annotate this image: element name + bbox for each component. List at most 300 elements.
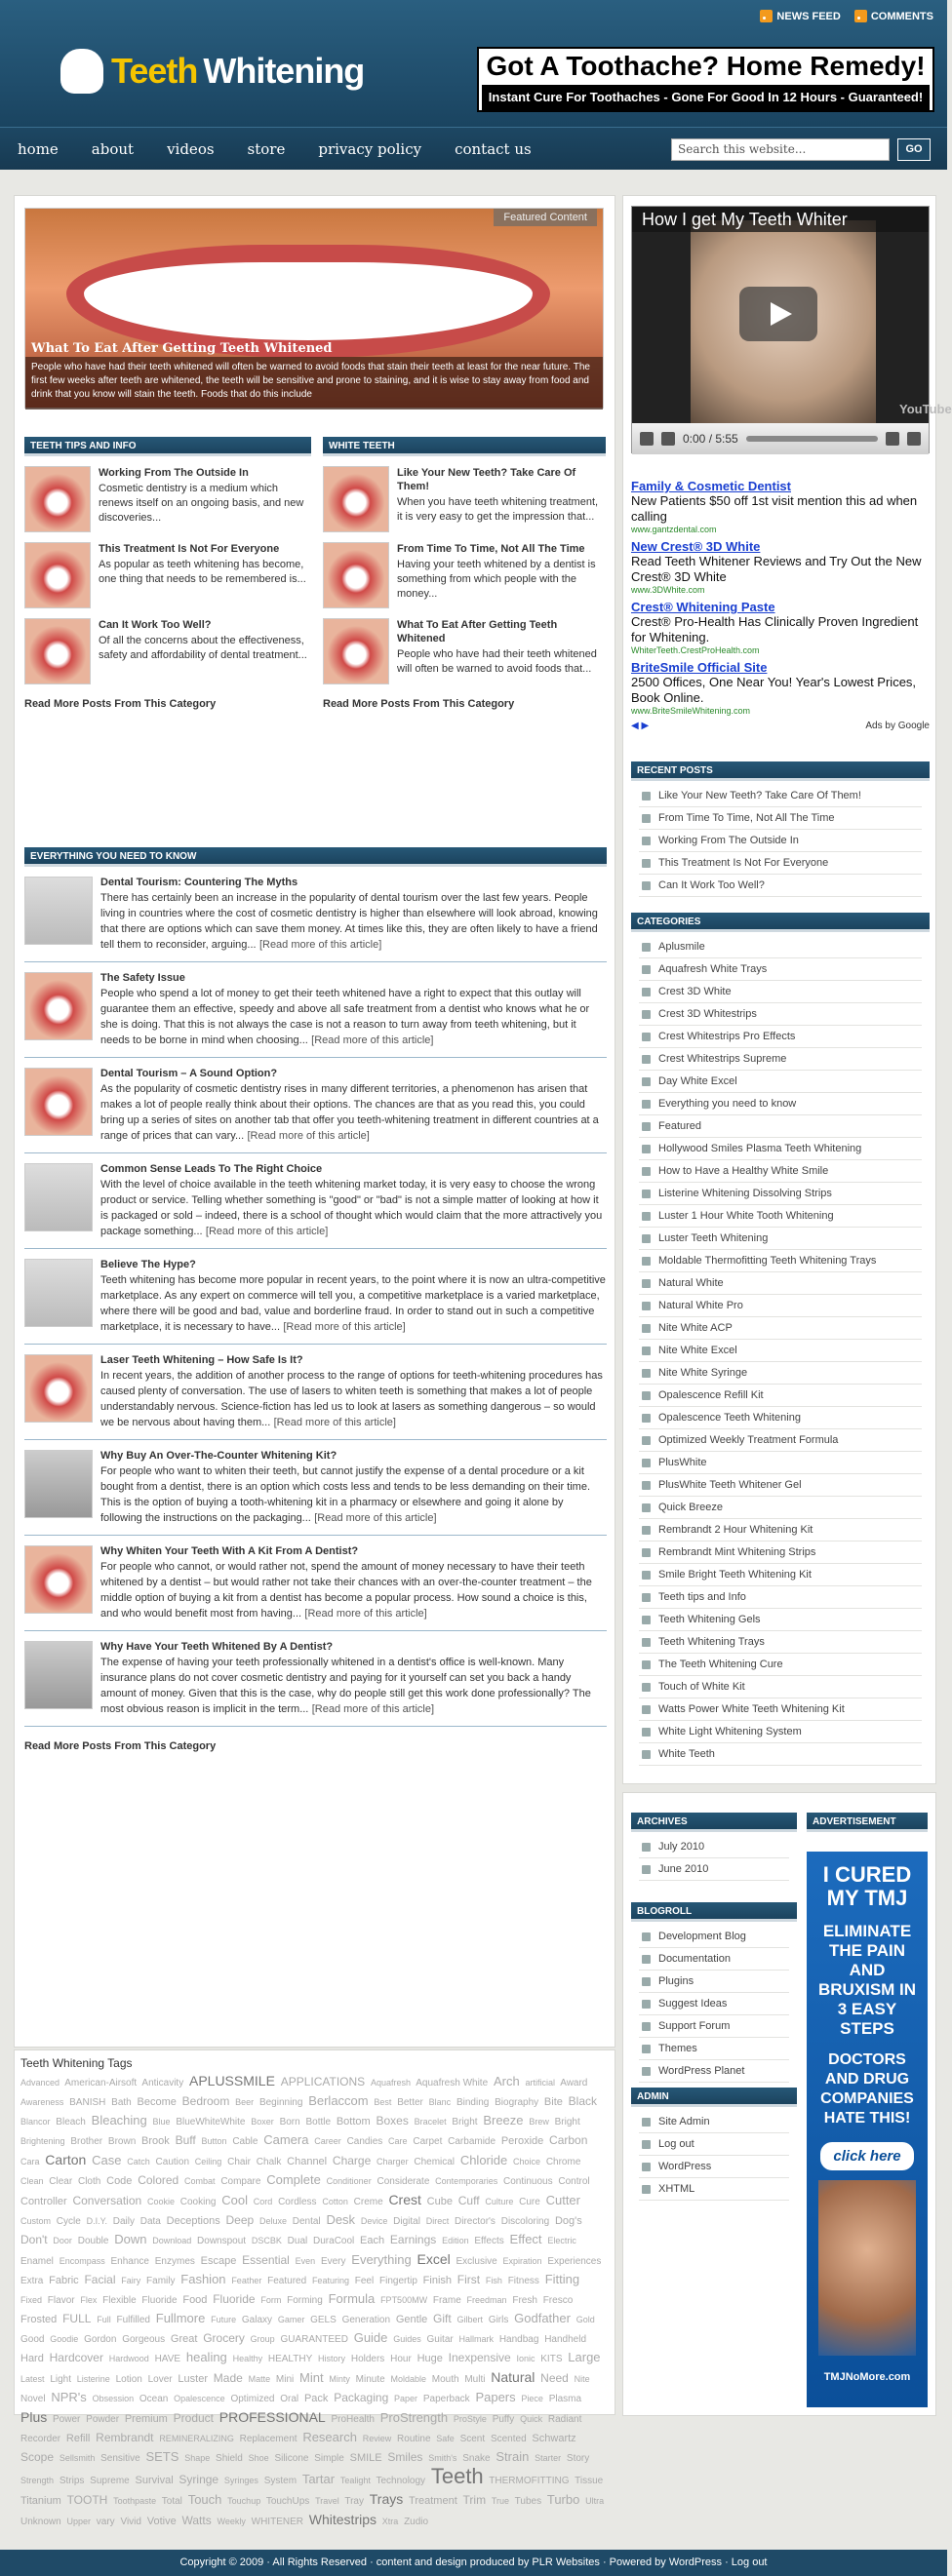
tag-link[interactable]: Data (139, 2216, 161, 2227)
tag-link[interactable]: Deceptions (166, 2215, 220, 2227)
list-item[interactable] (24, 466, 311, 532)
tag-link[interactable]: Button (201, 2136, 227, 2146)
tag-link[interactable]: Generation (341, 2315, 391, 2325)
tag-link[interactable]: Director's (455, 2216, 496, 2227)
list-item[interactable]: Crest Whitestrips Supreme (639, 1048, 922, 1071)
tag-link[interactable]: Awareness (20, 2097, 64, 2107)
tag-link[interactable]: Group (250, 2334, 275, 2344)
post-title[interactable]: Working From The Outside In (99, 467, 249, 479)
tag-link[interactable]: Listerine (76, 2374, 110, 2384)
article-thumbnail[interactable] (24, 877, 93, 945)
list-item[interactable]: Documentation (639, 1948, 789, 1971)
tag-link[interactable]: Exclusive (456, 2256, 497, 2267)
tag-link[interactable]: Multi (464, 2374, 486, 2385)
tag-link[interactable]: Beer (235, 2097, 255, 2107)
site-logo[interactable] (60, 49, 364, 94)
tag-link[interactable]: GELS (310, 2315, 337, 2325)
tag-link[interactable]: Gorgeous (122, 2334, 166, 2345)
list-item[interactable]: Crest 3D Whitestrips (639, 1003, 922, 1026)
tag-link[interactable]: Cookie (146, 2197, 175, 2206)
tag-link[interactable]: Combat (184, 2176, 216, 2186)
tag-link[interactable]: healing (185, 2350, 227, 2364)
tag-link[interactable]: Aquafresh (370, 2078, 411, 2088)
article-title[interactable]: Believe The Hype? (100, 1259, 196, 1270)
list-item[interactable]: Crest 3D White (639, 981, 922, 1003)
tag-link[interactable]: Bottle (305, 2117, 332, 2127)
tag-link[interactable]: Full (97, 2315, 111, 2324)
list-item[interactable]: Rembrandt Mint Whitening Strips (639, 1542, 922, 1564)
tag-link[interactable]: Mint (299, 2370, 324, 2385)
video-title[interactable]: How I get My Teeth Whiter (632, 207, 929, 232)
tag-link[interactable]: Fabric (49, 2275, 79, 2286)
tag-link[interactable]: American-Airsoft (64, 2078, 138, 2088)
tag-link[interactable]: Cool (221, 2193, 248, 2207)
tag-link[interactable]: Facial (84, 2273, 116, 2286)
list-item[interactable]: Optimized Weekly Treatment Formula (639, 1429, 922, 1452)
tag-link[interactable]: Born (279, 2117, 300, 2127)
tag-link[interactable]: Continuous (502, 2176, 553, 2187)
list-item[interactable]: Themes (639, 2038, 789, 2060)
tag-link[interactable]: Essential (242, 2253, 290, 2267)
tag-link[interactable]: Galaxy (241, 2315, 273, 2325)
list-item[interactable]: Opalescence Refill Kit (639, 1385, 922, 1407)
tag-link[interactable]: Bleach (56, 2117, 86, 2127)
ad-url[interactable]: TMJNoMore.com (823, 2371, 911, 2383)
tag-link[interactable]: Fluoride (213, 2292, 256, 2306)
tag-link[interactable]: Colored (138, 2173, 179, 2187)
tag-link[interactable]: Complete (266, 2172, 321, 2187)
list-item[interactable]: Smile Bright Teeth Whitening Kit (639, 1564, 922, 1586)
tag-link[interactable]: Electric (547, 2236, 576, 2245)
tag-link[interactable]: TouchUps (265, 2496, 310, 2507)
list-item[interactable]: Site Admin (639, 2111, 789, 2133)
read-more-link[interactable]: [Read more of this article] (314, 1512, 437, 1524)
tag-link[interactable]: Bath (111, 2097, 132, 2108)
tag-link[interactable]: Gilbert (456, 2315, 484, 2324)
tag-link[interactable]: Earnings (389, 2233, 437, 2246)
list-item[interactable]: Quick Breeze (639, 1497, 922, 1519)
tag-link[interactable]: Bracelet (414, 2117, 447, 2127)
list-item[interactable]: Like Your New Teeth? Take Care Of Them! (639, 785, 922, 807)
tag-link[interactable]: Better (397, 2097, 423, 2108)
tag-link[interactable]: Forming (287, 2295, 323, 2306)
tag-link[interactable]: Strips (59, 2476, 85, 2486)
tag-link[interactable]: Anticavity (141, 2078, 184, 2088)
tag-link[interactable]: Even (295, 2256, 316, 2266)
tag-link[interactable]: Bite (543, 2096, 563, 2108)
tag-link[interactable]: Cycle (56, 2216, 81, 2227)
tag-link[interactable]: Cordless (278, 2197, 317, 2207)
video-player[interactable] (631, 206, 952, 453)
article-thumbnail[interactable] (24, 972, 93, 1040)
ad-headline[interactable]: BriteSmile Official Site (631, 660, 768, 675)
ad-url[interactable]: www.gantzdental.com (631, 525, 717, 534)
tag-link[interactable]: Flex (80, 2295, 98, 2305)
tag-link[interactable]: Cotton (322, 2197, 348, 2206)
post-title[interactable]: Can It Work Too Well? (99, 619, 212, 631)
list-item[interactable] (323, 618, 606, 684)
tag-link[interactable]: Each (360, 2235, 385, 2246)
list-item[interactable]: Can It Work Too Well? (639, 875, 922, 897)
article-title[interactable]: The Safety Issue (100, 972, 185, 984)
list-item[interactable]: Teeth Whitening Trays (639, 1631, 922, 1654)
tag-link[interactable]: Brightening (20, 2136, 65, 2146)
list-item[interactable]: Aplusmile (639, 936, 922, 958)
play-button-icon[interactable] (640, 432, 654, 446)
tag-link[interactable]: APLUSSMILE (188, 2073, 275, 2088)
tag-link[interactable]: Effects (474, 2236, 504, 2246)
tag-link[interactable]: Review (362, 2434, 392, 2443)
tag-link[interactable]: Effect (509, 2232, 542, 2246)
tag-link[interactable]: NPR's (51, 2390, 87, 2404)
tag-link[interactable]: Upper (66, 2517, 91, 2526)
tag-link[interactable]: KITS (540, 2354, 563, 2364)
tag-link[interactable]: Choice (513, 2157, 541, 2166)
read-more-link[interactable]: [Read more of this article] (258, 939, 382, 951)
read-more-link[interactable]: Read More Posts From This Category (24, 1740, 217, 1752)
tag-link[interactable]: Technology (376, 2476, 426, 2486)
nav-about[interactable]: about (91, 139, 135, 158)
tag-link[interactable]: Sensitive (100, 2453, 140, 2464)
tag-link[interactable]: HEALTHY (267, 2354, 313, 2364)
tag-link[interactable]: Beginning (258, 2097, 303, 2108)
tag-link[interactable]: artificial (525, 2078, 555, 2088)
tag-link[interactable]: Gold (575, 2315, 595, 2324)
tag-link[interactable]: Blancor (20, 2117, 51, 2127)
list-item[interactable] (323, 466, 606, 532)
list-item[interactable]: Natural White (639, 1272, 922, 1295)
article-thumbnail[interactable] (24, 1545, 93, 1614)
article-thumbnail[interactable] (24, 1354, 93, 1423)
list-item[interactable]: From Time To Time, Not All The Time (639, 807, 922, 830)
list-item[interactable]: Log out (639, 2133, 789, 2156)
tag-link[interactable]: Hard (20, 2353, 44, 2364)
tag-link[interactable]: Pack (303, 2393, 329, 2404)
tag-link[interactable]: Lover (147, 2374, 173, 2385)
tag-link[interactable]: Escape (200, 2255, 237, 2267)
tag-link[interactable]: Dog's (554, 2215, 582, 2227)
tag-link[interactable]: FPT500MW (380, 2295, 428, 2305)
tag-link[interactable]: Paper (394, 2394, 418, 2403)
tag-link[interactable]: Gift (433, 2312, 452, 2325)
tag-link[interactable]: Plus (20, 2409, 48, 2425)
tag-link[interactable]: SETS (145, 2449, 179, 2464)
tag-link[interactable]: BANISH (69, 2097, 106, 2108)
tag-link[interactable]: GUARANTEED (280, 2334, 348, 2345)
tag-link[interactable]: Ultra (585, 2496, 605, 2506)
tag-link[interactable]: Snake (462, 2453, 491, 2464)
tag-link[interactable]: Desk (326, 2212, 356, 2227)
tag-link[interactable]: Frosted (20, 2314, 58, 2325)
tag-link[interactable]: Large (568, 2350, 601, 2364)
list-item[interactable]: XHTML (639, 2178, 789, 2201)
tag-link[interactable]: Clear (49, 2176, 73, 2187)
tag-link[interactable]: Optimized (230, 2394, 275, 2404)
list-item[interactable]: July 2010 (639, 1836, 789, 1858)
tag-link[interactable]: Weekly (217, 2517, 246, 2526)
tag-link[interactable]: Frame (432, 2295, 461, 2306)
read-more-link[interactable]: [Read more of this article] (311, 1034, 434, 1046)
tag-link[interactable]: Treatment (409, 2495, 457, 2507)
list-item[interactable] (24, 618, 311, 684)
tag-link[interactable]: Brook (141, 2135, 170, 2147)
tag-link[interactable]: Natural (491, 2369, 536, 2385)
tag-link[interactable]: Routine (397, 2434, 431, 2444)
read-more-link[interactable]: Read More Posts From This Category (323, 698, 515, 710)
tag-link[interactable]: Carpet (413, 2136, 443, 2147)
tag-link[interactable]: Latest (20, 2374, 45, 2384)
tag-link[interactable]: Guides (393, 2334, 421, 2344)
fullscreen-icon[interactable] (907, 432, 921, 446)
list-item[interactable]: WordPress (639, 2156, 789, 2178)
tag-link[interactable]: Creme (353, 2197, 383, 2207)
list-item[interactable]: Support Forum (639, 2015, 789, 2038)
tag-link[interactable]: Cuff (457, 2194, 480, 2207)
tag-link[interactable]: Paperback (422, 2394, 470, 2404)
list-item[interactable]: Everything you need to know (639, 1093, 922, 1115)
tag-link[interactable]: Smiles (387, 2450, 423, 2464)
tag-link[interactable]: Enhance (110, 2256, 149, 2267)
tag-link[interactable]: PROFESSIONAL (218, 2409, 326, 2425)
search-input[interactable]: Search this website... (671, 138, 890, 161)
tag-link[interactable]: Fulfilled (116, 2315, 150, 2325)
tag-link[interactable]: Teeth (430, 2464, 484, 2488)
tag-link[interactable]: Strength (20, 2476, 55, 2485)
ad-item[interactable] (631, 600, 930, 655)
post-thumbnail[interactable] (323, 618, 389, 684)
ad-headline[interactable]: Family & Cosmetic Dentist (631, 479, 791, 493)
list-item[interactable]: Opalescence Teeth Whitening (639, 1407, 922, 1429)
list-item[interactable]: Natural White Pro (639, 1295, 922, 1317)
tag-link[interactable]: Powder (86, 2414, 120, 2425)
list-item[interactable]: Watts Power White Teeth Whitening Kit (639, 1698, 922, 1721)
nav-videos[interactable]: videos (167, 139, 215, 158)
tag-link[interactable]: Scented (490, 2434, 527, 2444)
tag-link[interactable]: Bright (554, 2117, 580, 2127)
tag-link[interactable]: Handbag (498, 2334, 539, 2345)
tag-link[interactable]: Flavor (47, 2295, 75, 2306)
tag-link[interactable]: Grocery (203, 2331, 245, 2345)
list-item[interactable]: Moldable Thermofitting Teeth Whitening Trays (639, 1250, 922, 1272)
list-item[interactable]: Rembrandt 2 Hour Whitening Kit (639, 1519, 922, 1542)
tag-link[interactable]: Gentle (395, 2314, 428, 2325)
tag-link[interactable]: Schwartz (532, 2433, 576, 2444)
list-item[interactable]: Touch of White Kit (639, 1676, 922, 1698)
tag-link[interactable]: Minty (329, 2374, 350, 2384)
read-more-link[interactable]: [Read more of this article] (273, 1417, 396, 1428)
tag-link[interactable]: Down (114, 2232, 147, 2246)
youtube-logo[interactable]: YouTube (899, 402, 952, 416)
post-thumbnail[interactable] (323, 466, 389, 532)
tag-link[interactable]: Family (146, 2276, 176, 2286)
tag-link[interactable]: Touchup (227, 2496, 261, 2506)
tag-link[interactable]: Cord (253, 2197, 273, 2206)
tag-link[interactable]: BlueWhiteWhite (176, 2117, 246, 2127)
list-item[interactable]: Working From The Outside In (639, 830, 922, 852)
comments-feed-link[interactable]: COMMENTS (854, 10, 933, 22)
tag-link[interactable]: Silicone (274, 2453, 309, 2464)
tag-link[interactable]: Conversation (72, 2194, 142, 2207)
tag-link[interactable]: Double (77, 2236, 109, 2246)
list-item[interactable]: Nite White Excel (639, 1340, 922, 1362)
tag-link[interactable]: Buff (175, 2133, 196, 2147)
tag-link[interactable]: Zudio (404, 2517, 429, 2527)
tag-link[interactable]: Great (170, 2333, 198, 2345)
featured-slider[interactable] (24, 208, 604, 409)
tag-link[interactable]: ProStyle (453, 2414, 487, 2424)
tag-link[interactable]: Bedroom (181, 2094, 230, 2108)
tag-link[interactable]: Chalk (256, 2157, 282, 2167)
tag-link[interactable]: Ionic (516, 2354, 536, 2363)
nav-privacy-policy[interactable]: privacy policy (318, 139, 422, 158)
post-thumbnail[interactable] (24, 466, 91, 532)
tag-link[interactable]: Extra (20, 2276, 44, 2286)
tag-link[interactable]: Tissue (575, 2476, 604, 2486)
post-thumbnail[interactable] (24, 542, 91, 608)
tag-link[interactable]: Aquafresh White (416, 2078, 489, 2088)
tag-link[interactable]: Downspout (197, 2236, 247, 2246)
tag-link[interactable]: Godfather (514, 2311, 571, 2325)
list-item[interactable]: PlusWhite Teeth Whitener Gel (639, 1474, 922, 1497)
tag-link[interactable]: Best (374, 2097, 392, 2107)
ad-headline[interactable]: New Crest® 3D White (631, 539, 761, 554)
tag-link[interactable]: Charger (377, 2157, 409, 2166)
tag-link[interactable]: Fish (485, 2276, 502, 2285)
tag-link[interactable]: Fairy (121, 2276, 141, 2285)
tag-link[interactable]: Chemical (414, 2157, 456, 2167)
tag-link[interactable]: First (456, 2273, 481, 2286)
tag-link[interactable]: Recorder (20, 2434, 61, 2444)
list-item[interactable]: Nite White Syringe (639, 1362, 922, 1385)
tag-link[interactable]: Holders (350, 2354, 385, 2364)
tag-link[interactable]: Breeze (483, 2113, 524, 2127)
tag-link[interactable]: Lotion (115, 2374, 142, 2385)
post-title[interactable]: From Time To Time, Not All The Time (397, 543, 585, 555)
tag-link[interactable]: Tubes (514, 2496, 542, 2507)
tag-link[interactable]: Moldable (390, 2374, 426, 2384)
tag-link[interactable]: Huge (416, 2353, 443, 2364)
tag-link[interactable]: Berlaccom (308, 2093, 369, 2108)
tag-link[interactable]: Tartar (301, 2472, 336, 2486)
tag-link[interactable]: Camera (263, 2132, 309, 2147)
tag-link[interactable]: Tray (344, 2496, 364, 2507)
tag-link[interactable]: Brown (107, 2136, 137, 2147)
list-item[interactable]: Nite White ACP (639, 1317, 922, 1340)
tag-link[interactable]: Freedman (466, 2295, 507, 2305)
tag-link[interactable]: Bright (452, 2117, 478, 2127)
tag-link[interactable]: Unknown (20, 2517, 61, 2527)
tag-link[interactable]: Travel (315, 2496, 339, 2506)
tag-link[interactable]: Scope (20, 2450, 55, 2464)
list-item[interactable]: Development Blog (639, 1926, 789, 1948)
read-more-link[interactable]: [Read more of this article] (304, 1608, 427, 1620)
tag-link[interactable]: Shoe (248, 2453, 269, 2463)
tag-link[interactable]: Survival (135, 2475, 174, 2486)
tag-link[interactable]: Cutter (545, 2193, 580, 2207)
tag-link[interactable]: Carton (45, 2152, 87, 2167)
tag-link[interactable]: Form (260, 2295, 282, 2305)
list-item[interactable]: Aquafresh White Trays (639, 958, 922, 981)
tag-link[interactable]: Carbon (549, 2133, 588, 2147)
post-title[interactable]: This Treatment Is Not For Everyone (99, 543, 280, 555)
tag-link[interactable]: Cube (426, 2196, 453, 2207)
tag-link[interactable]: Contemporaries (435, 2176, 498, 2186)
tag-link[interactable]: Advanced (20, 2078, 60, 2088)
list-item[interactable]: Hollywood Smiles Plasma Teeth Whitening (639, 1138, 922, 1160)
tag-link[interactable]: Shield (216, 2453, 243, 2464)
list-item[interactable]: Plugins (639, 1971, 789, 1993)
tag-link[interactable]: Peroxide (500, 2135, 544, 2147)
list-item[interactable]: Luster Teeth Whitening (639, 1228, 922, 1250)
tag-link[interactable]: Caution (155, 2157, 190, 2167)
tag-link[interactable]: Titanium (20, 2495, 61, 2507)
tag-link[interactable]: Care (388, 2136, 408, 2146)
article-title[interactable]: Why Have Your Teeth Whitened By A Dentist? (100, 1641, 334, 1653)
tag-link[interactable]: Candies (346, 2136, 383, 2147)
tag-link[interactable]: Career (314, 2136, 341, 2146)
tag-link[interactable]: Whitestrips (308, 2512, 377, 2527)
tag-link[interactable]: Bottom (336, 2116, 371, 2127)
tag-link[interactable]: Expiration (502, 2256, 542, 2266)
tag-link[interactable]: Toothpaste (113, 2496, 157, 2506)
tag-link[interactable]: Edition (442, 2236, 469, 2245)
news-feed-link[interactable]: NEWS FEED (760, 10, 840, 22)
tag-link[interactable]: Obsession (92, 2394, 135, 2403)
tag-link[interactable]: Girls (488, 2315, 509, 2325)
tag-link[interactable]: Deluxe (258, 2216, 287, 2226)
tag-link[interactable]: Clean (20, 2176, 44, 2186)
tag-link[interactable]: Fresco (542, 2295, 574, 2306)
article-thumbnail[interactable] (24, 1068, 93, 1136)
ad-item[interactable] (631, 539, 930, 595)
tag-link[interactable]: Fluoride (141, 2295, 178, 2306)
list-item[interactable]: Luster 1 Hour White Tooth Whitening (639, 1205, 922, 1228)
tag-link[interactable]: Fixed (20, 2295, 43, 2305)
tag-link[interactable]: Enamel (20, 2256, 54, 2267)
nav-home[interactable]: home (18, 139, 59, 158)
tag-link[interactable]: Mouth (431, 2374, 459, 2385)
tag-link[interactable]: Xtra (381, 2517, 399, 2526)
tag-link[interactable]: True (491, 2496, 510, 2506)
tag-link[interactable]: Replacement (239, 2434, 298, 2444)
tag-link[interactable]: THERMOFITTING (489, 2476, 570, 2486)
tag-link[interactable]: Smith's (428, 2453, 457, 2463)
article-title[interactable]: Common Sense Leads To The Right Choice (100, 1163, 323, 1175)
tag-link[interactable]: Encompass (59, 2256, 105, 2266)
ad-url[interactable]: www.BriteSmileWhitening.com (631, 706, 751, 716)
read-more-link[interactable]: [Read more of this article] (205, 1226, 329, 1237)
article-thumbnail[interactable] (24, 1450, 93, 1518)
tag-link[interactable]: Brother (70, 2136, 103, 2147)
post-thumbnail[interactable] (24, 618, 91, 684)
tag-link[interactable]: Packaging (334, 2391, 389, 2404)
article-title[interactable]: Laser Teeth Whitening – How Safe Is It? (100, 1354, 303, 1366)
tag-link[interactable]: Gamer (277, 2315, 305, 2324)
tag-link[interactable]: Code (106, 2175, 133, 2187)
tag-link[interactable]: Syringe (178, 2473, 219, 2486)
list-item[interactable]: WordPress Planet (639, 2060, 789, 2083)
tag-link[interactable]: Black (568, 2094, 598, 2108)
read-more-link[interactable]: [Read more of this article] (311, 1703, 435, 1715)
list-item[interactable] (323, 542, 606, 608)
tag-link[interactable]: Considerate (377, 2176, 430, 2187)
ad-headline[interactable]: Crest® Whitening Paste (631, 600, 775, 614)
tag-link[interactable]: Trim (462, 2493, 487, 2507)
tag-link[interactable]: Dental (292, 2216, 321, 2227)
tag-link[interactable]: Future (211, 2315, 237, 2324)
list-item[interactable]: Featured (639, 1115, 922, 1138)
tag-link[interactable]: Control (558, 2176, 590, 2187)
